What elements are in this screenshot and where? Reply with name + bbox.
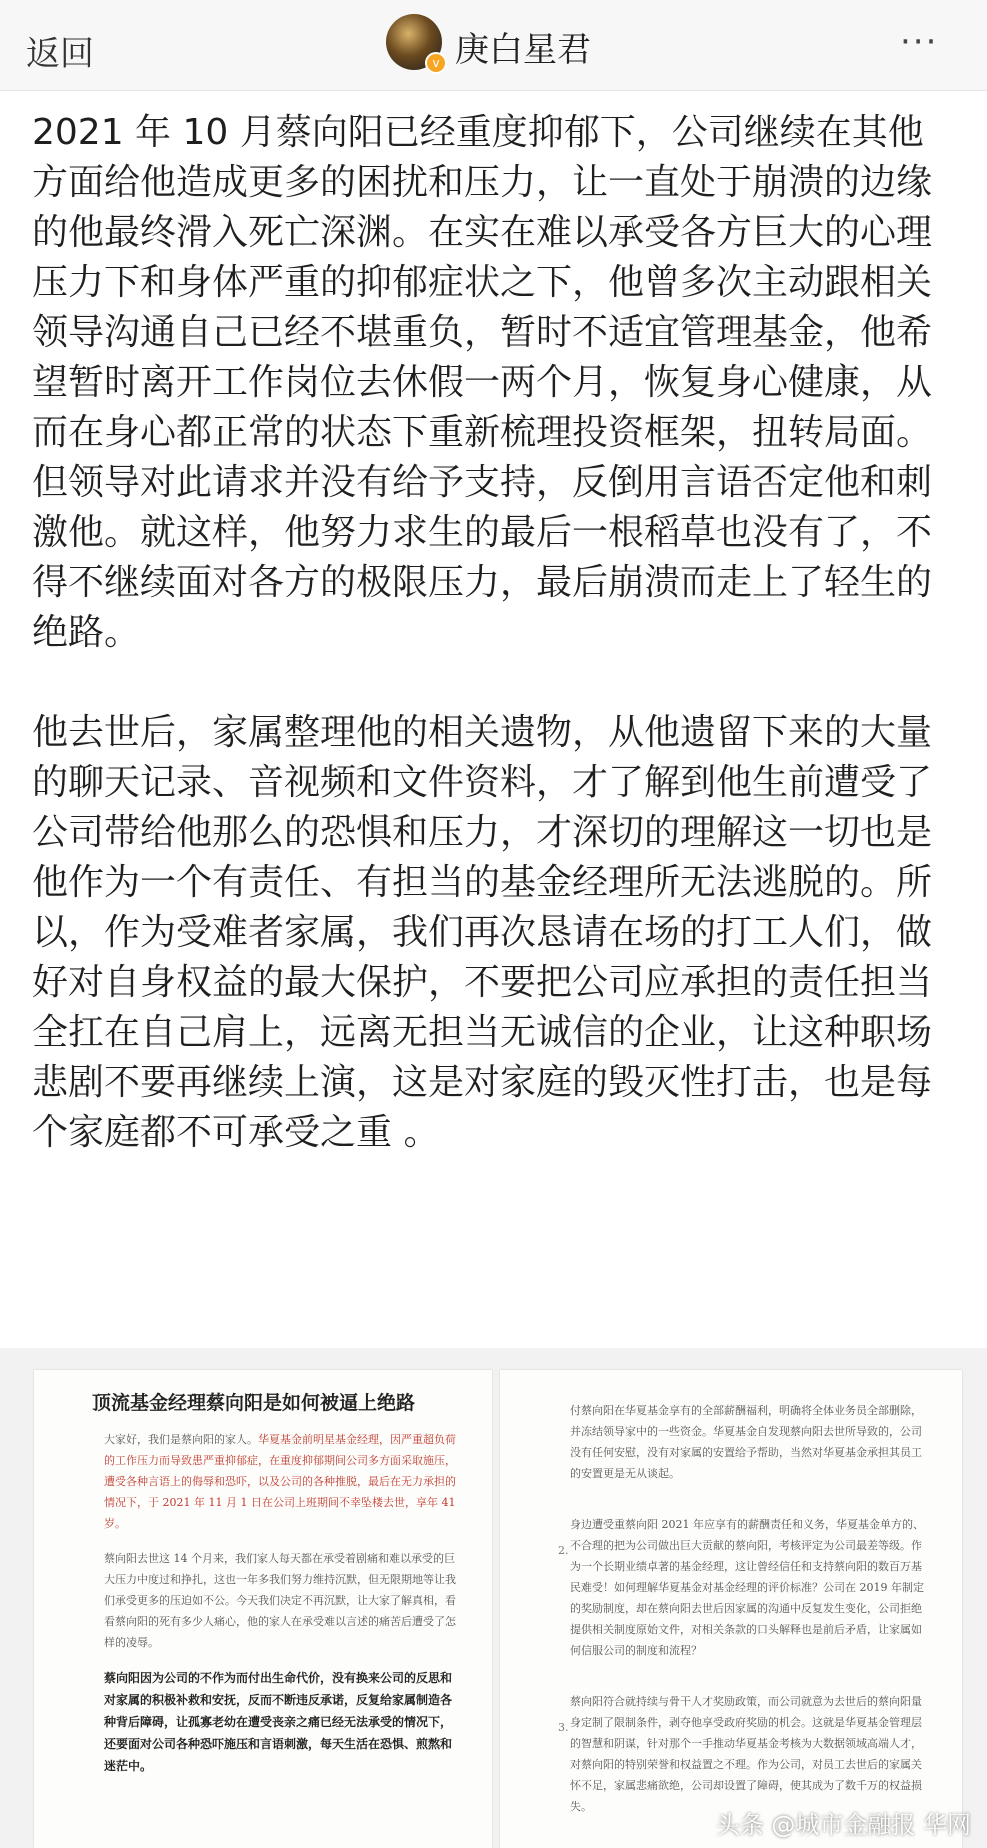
account-name[interactable]: 庚白星君 <box>455 30 591 70</box>
watermark: 头条 @城市金融报 华网 <box>715 1811 971 1839</box>
document-image-2[interactable] <box>500 1370 962 1848</box>
document-text: 大家好，我们是蔡向阳的家人。 <box>104 1433 258 1446</box>
list-number: 3. <box>558 1721 569 1734</box>
document-paragraph <box>104 1429 458 1534</box>
post-body <box>32 108 954 1158</box>
document-paragraph: 蔡向阳去世这 14 个月来，我们家人每天都在承受着剧痛和难以承受的巨大压力中度过和挣扎，这也一年多我们努力维持沉默，但无限期地等让我们承受更多的压迫如不公。今天我们决定不再沉默，让大家了解真相，看看蔡向阳的死有多少人痛心，他的家人在承受难以言述的痛苦后遭受了怎样的凌辱。 <box>104 1552 456 1649</box>
document-bold-paragraph: 蔡向阳因为公司的不作为而付出生命代价，没有换来公司的反思和对家属的积极补救和安抚，反而不断违反承诺，反复给家属制造各种背后障碍，让孤寡老幼在遭受丧亲之痛已经无法承受的情况下，还要面对公司各种恐吓施压和言语刺激，每天生活在恐惧、煎熬和迷茫中。 <box>104 1671 453 1773</box>
document-paragraph: 蔡向阳符合就持续与骨干人才奖励政策，而公司就意为去世后的蔡向阳量身定制了限制条件，剥夺他享受政府奖励的机会。这就是华夏基金管理层的智慧和阴谋，针对那个一手推动华夏基金考核为大数据领域高端人才，对蔡向阳的特别荣誉和权益置之不理。作为公司，对员工去世后的家属关怀不足，家属悲痛欲绝，公司却设置了障碍，使其成为了数千万的权益损失。 <box>570 1695 922 1813</box>
back-button[interactable]: 返回 <box>26 34 94 74</box>
more-options-icon[interactable]: ··· <box>900 22 939 62</box>
document-image-1[interactable] <box>34 1370 492 1848</box>
document-paragraph: 身边遭受重蔡向阳 2021 年应享有的薪酬责任和义务，华夏基金单方的、不合理的把为公司做出巨大贡献的蔡向阳，考核评定为公司最差等级。作为一个长期业绩卓著的基金经理，这让曾经信任和支持蔡向阳的数百万基民难受！如何理解华夏基金对基金经理的评价标准？公司在 2019 年制定的奖励制度，却在蔡向阳去世后因家属的沟通中反复发生变化，公司拒绝提供相关制度原始文件，对相关条款的口头解释也是前后矛盾，让家属如何信服公司的制度和流程？ <box>570 1518 924 1657</box>
post-paragraph-2: 他去世后，家属整理他的相关遗物，从他遗留下来的大量的聊天记录、音视频和文件资料，才了解到他生前遭受了公司带给他那么的恐惧和压力，才深切的理解这一切也是他作为一个有责任、有担当的基金经理所无法逃脱的。所以，作为受难者家属，我们再次恳请在场的打工人们，做好对自身权益的最大保护，不要把公司应承担的责任担当全扛在自己肩上，远离无担当无诚信的企业，让这种职场悲剧不要再继续上演，这是对家庭的毁灭性打击，也是每个家庭都不可承受之重 。 <box>32 712 933 1153</box>
document-highlight: 华夏基金前明星基金经理，因严重超负荷的工作压力而导致患严重抑郁症，在重度抑郁期间公司多方面采取施压，遭受各种言语上的侮辱和恐吓，以及公司的各种推脱，最后在无力承担的情况下，于 2021 年 11 月 1 日在公司上班期间不幸坠楼去世，享年 41 岁。 <box>104 1433 456 1530</box>
verified-badge-icon: v <box>425 52 447 74</box>
post-paragraph-1: 2021 年 10 月蔡向阳已经重度抑郁下，公司继续在其他方面给他造成更多的困扰和压力，让一直处于崩溃的边缘的他最终滑入死亡深渊。在实在难以承受各方巨大的心理压力下和身体严重的抑郁症状之下，他曾多次主动跟相关领导沟通自己已经不堪重负，暂时不适宜管理基金，他希望暂时离开工作岗位去休假一两个月，恢复身心健康，从而在身心都正常的状态下重新梳理投资框架，扭转局面。但领导对此请求并没有给予支持，反倒用言语否定他和刺激他。就这样，他努力求生的最后一根稻草也没有了，不得不继续面对各方的极限压力，最后崩溃而走上了轻生的绝路。 <box>32 112 933 653</box>
image-attachments <box>0 1348 987 1848</box>
document-heading: 顶流基金经理蔡向阳是如何被逼上绝路 <box>92 1392 416 1414</box>
top-navigation-bar <box>0 0 987 91</box>
document-paragraph: 付蔡向阳在华夏基金享有的全部薪酬福利，明确将全体业务员全部删除，并冻结领导家中的一些资金。华夏基金自发现蔡向阳去世所导致的，公司没有任何安慰，没有对家属的安置给予帮助，当然对华夏基金承担其员工的安置更是无从谈起。 <box>570 1404 922 1480</box>
list-number: 2. <box>558 1544 569 1557</box>
